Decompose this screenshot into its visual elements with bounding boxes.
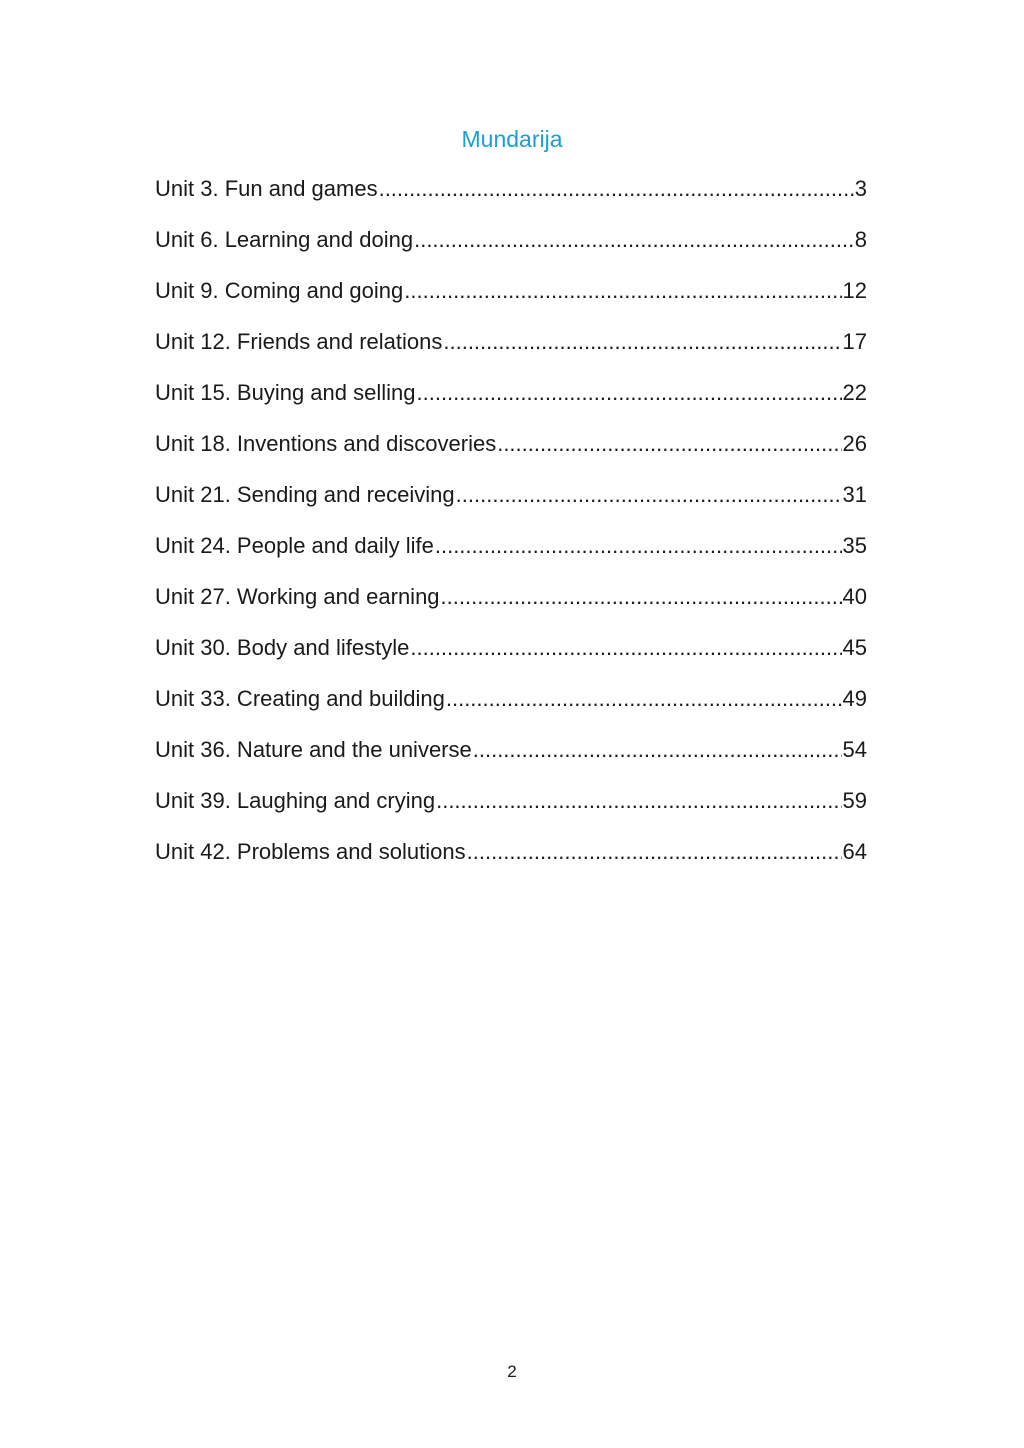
page-number: 2 [507,1362,517,1381]
dot-leader [497,429,841,459]
toc-entry-page: 31 [842,482,867,507]
toc-entry-unit-18[interactable] [155,429,867,480]
toc-entry-unit-21[interactable] [155,480,867,531]
toc-entry-label: Unit 30. Body and lifestyle [155,635,410,660]
dot-leader [467,837,842,867]
toc-entry-unit-24[interactable] [155,531,867,582]
dot-leader [473,735,842,765]
toc-entry-label: Unit 42. Problems and solutions [155,839,466,864]
dot-leader [441,582,842,612]
dot-leader [435,531,842,561]
toc-entry-label: Unit 21. Sending and receiving [155,482,455,507]
toc-entry-label: Unit 36. Nature and the universe [155,737,472,762]
toc-entry-page: 54 [842,737,867,762]
toc-entry-label: Unit 6. Learning and doing [155,227,414,252]
toc-entry-unit-39[interactable] [155,786,867,837]
toc-entry-unit-30[interactable] [155,633,867,684]
toc-entry-unit-42[interactable] [155,837,867,888]
toc-entry-label: Unit 9. Coming and going [155,278,404,303]
dot-leader [446,684,842,714]
toc-entry-unit-12[interactable] [155,327,867,378]
toc-entry-page: 26 [842,431,867,456]
dot-leader [379,174,854,204]
dot-leader [404,276,841,306]
dot-leader [456,480,842,510]
toc-entry-unit-27[interactable] [155,582,867,633]
toc-entry-page: 49 [842,686,867,711]
toc-entry-unit-6[interactable] [155,225,867,276]
toc-entry-label: Unit 12. Friends and relations [155,329,443,354]
dot-leader [414,225,854,255]
dot-leader [410,633,841,663]
toc-entry-page: 45 [842,635,867,660]
toc-entry-page: 35 [842,533,867,558]
toc-entry-label: Unit 27. Working and earning [155,584,440,609]
toc-entry-label: Unit 39. Laughing and crying [155,788,436,813]
toc-entry-unit-9[interactable] [155,276,867,327]
toc-entry-unit-15[interactable] [155,378,867,429]
toc-entry-unit-3[interactable] [155,174,867,225]
dot-leader [417,378,842,408]
dot-leader [436,786,841,816]
toc-entry-label: Unit 15. Buying and selling [155,380,416,405]
toc-entry-unit-33[interactable] [155,684,867,735]
toc-entry-page: 8 [854,227,867,252]
toc-entry-page: 64 [842,839,867,864]
dot-leader [443,327,841,357]
toc-entry-page: 17 [842,329,867,354]
toc-entry-label: Unit 3. Fun and games [155,176,378,201]
toc-title: Mundarija [461,126,563,152]
table-of-contents [155,174,867,888]
toc-entry-page: 59 [842,788,867,813]
toc-entry-page: 22 [842,380,867,405]
toc-entry-page: 40 [842,584,867,609]
toc-entry-page: 3 [854,176,867,201]
toc-entry-unit-36[interactable] [155,735,867,786]
toc-entry-label: Unit 18. Inventions and discoveries [155,431,497,456]
toc-entry-page: 12 [842,278,867,303]
toc-entry-label: Unit 33. Creating and building [155,686,445,711]
toc-entry-label: Unit 24. People and daily life [155,533,434,558]
